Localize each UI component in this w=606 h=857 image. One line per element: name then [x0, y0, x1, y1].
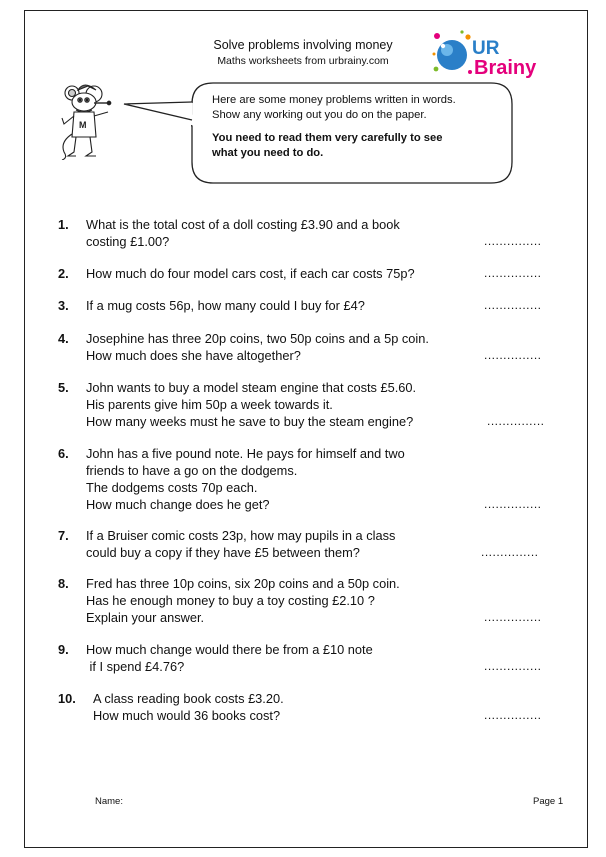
question-text: What is the total cost of a doll costing £3.90 and a book — [86, 217, 400, 232]
question-text: If a mug costs 56p, how many could I buy for £4? — [86, 298, 365, 313]
question-text: A class reading book costs £3.20. — [93, 691, 284, 706]
answer-space[interactable]: ............... — [484, 266, 542, 280]
bubble-line: Here are some money problems written in words. — [212, 94, 456, 106]
question-number: 9. — [58, 642, 69, 657]
svg-text:M: M — [79, 120, 87, 130]
answer-space[interactable]: ............... — [484, 497, 542, 511]
question-text: Has he enough money to buy a toy costing £2.10 ? — [86, 593, 375, 608]
answer-space[interactable]: ............... — [484, 610, 542, 624]
question-text: How much do four model cars cost, if each car costs 75p? — [86, 266, 415, 281]
question-text: friends to have a go on the dodgems. — [86, 463, 298, 478]
question-text: could buy a copy if they have £5 between them? — [86, 545, 360, 560]
question-text: The dodgems costs 70p each. — [86, 480, 258, 495]
bubble-bold-line: what you need to do. — [212, 147, 324, 159]
page-title: Solve problems involving money — [213, 38, 393, 52]
bubble-line: Show any working out you do on the paper. — [212, 109, 427, 121]
answer-space[interactable]: ............... — [484, 708, 542, 722]
question-text: Explain your answer. — [86, 610, 205, 625]
question-text: If a Bruiser comic costs 23p, how may pupils in a class — [86, 528, 396, 543]
speech-bubble-text — [212, 93, 502, 161]
question-text: His parents give him 50p a week towards it. — [86, 397, 333, 412]
svg-text:Brainy: Brainy — [474, 57, 537, 79]
svg-text:UR: UR — [472, 38, 500, 59]
question-text: How much does she have altogether? — [86, 348, 301, 363]
question-text: How much would 36 books cost? — [93, 708, 281, 723]
question-number: 10. — [58, 691, 76, 706]
question-text: Fred has three 10p coins, six 20p coins and a 50p coin. — [86, 576, 400, 591]
question-text: Josephine has three 20p coins, two 50p coins and a 5p coin. — [86, 331, 429, 346]
answer-space[interactable]: ............... — [484, 348, 542, 362]
question-number: 6. — [58, 446, 69, 461]
bubble-bold-line: You need to read them very carefully to see — [212, 132, 443, 144]
answer-space[interactable]: ............... — [487, 414, 545, 428]
name-label: Name: — [95, 796, 123, 807]
question-text: John has a five pound note. He pays for himself and two — [86, 446, 405, 461]
answer-space[interactable]: ............... — [484, 234, 542, 248]
question-number: 3. — [58, 298, 69, 313]
answer-space[interactable]: ............... — [484, 659, 542, 673]
question-number: 7. — [58, 528, 69, 543]
speech-bubble-tail — [122, 98, 194, 128]
urbrainy-logo — [432, 28, 550, 80]
answer-space[interactable]: ............... — [484, 298, 542, 312]
question-text: How many weeks must he save to buy the steam engine? — [86, 414, 414, 429]
page-number: Page 1 — [533, 796, 564, 807]
question-number: 8. — [58, 576, 69, 591]
question-number: 2. — [58, 266, 69, 281]
page-subtitle: Maths worksheets from urbrainy.com — [217, 55, 389, 67]
question-number: 4. — [58, 331, 69, 346]
question-text: costing £1.00? — [86, 234, 170, 249]
mouse-mascot-icon — [56, 82, 126, 160]
answer-space[interactable]: ............... — [481, 545, 539, 559]
question-text: How much change does he get? — [86, 497, 270, 512]
question-number: 5. — [58, 380, 69, 395]
question-number: 1. — [58, 217, 69, 232]
question-text: How much change would there be from a £10 note — [86, 642, 373, 657]
question-text: John wants to buy a model steam engine that costs £5.60. — [86, 380, 417, 395]
question-text: if I spend £4.76? — [86, 659, 185, 674]
